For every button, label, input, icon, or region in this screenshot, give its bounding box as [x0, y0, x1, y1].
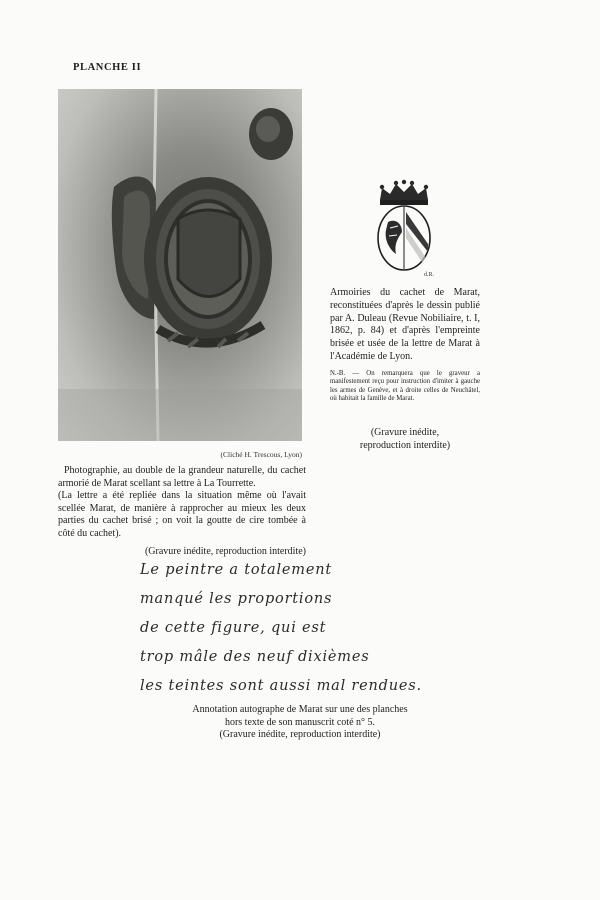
handwriting-line: trop mâle des neuf dixièmes — [140, 649, 370, 665]
photo-caption-paragraph-1: Photographie, au double de la grandeur naturelle, du cachet armorié de Marat scellant sa lettre à La Tourrette. — [58, 465, 306, 489]
photo-caption-paragraph-2: (La lettre a été repliée dans la situation même où l'avait scellée Marat, de manière à rapprocher au mieux les deux parties du cachet brisé ; on voit la goutte de cire tombée à côté du cachet). — [58, 490, 306, 539]
arms-signature: d.R. — [424, 272, 435, 278]
arms-reproduction-note — [330, 427, 480, 452]
annotation-line-2: hors texte de son manuscrit coté n° 5. — [224, 716, 376, 728]
arms-note: N.-B. — On remarquera que le graveur a manifestement reçu pour instruction d'imiter à gauche les armes de Genève, et à droite celles de Neuchâtel, où habitait la famille de Marat. — [330, 370, 480, 403]
photo-reproduction-note: (Gravure inédite, reproduction interdite) — [144, 545, 306, 557]
handwriting-line: les teintes sont aussi mal rendues. — [140, 678, 422, 694]
annotation-caption — [160, 704, 440, 742]
handwriting-line: de cette figure, qui est — [140, 620, 327, 636]
coat-of-arms-icon — [372, 178, 436, 278]
wax-seal-image — [58, 89, 302, 441]
arms-caption: Armoiries du cachet de Marat, reconstituées d'après le dessin publié par A. Duleau (Revue Nobiliaire, t. I, 1862, p. 84) et d'après l'empreinte brisée et usée de la lettre de Marat à l'Académie de Lyon. — [330, 287, 480, 362]
handwritten-annotation — [140, 562, 420, 707]
seal-photograph — [58, 89, 302, 441]
annotation-line-1: Annotation autographe de Marat sur une des planches — [192, 704, 408, 715]
photo-credit: (Cliché H. Trescous, Lyon) — [220, 450, 302, 459]
annotation-line-3: (Gravure inédite, reproduction interdite) — [219, 729, 381, 741]
photo-caption — [58, 465, 306, 558]
handwriting-line: manqué les proportions — [140, 591, 333, 607]
handwriting-line: Le peintre a totalement — [140, 562, 333, 578]
arms-reproduction-line-1: (Gravure inédite, — [370, 427, 440, 438]
plate-title: PLANCHE II — [73, 62, 142, 73]
arms-reproduction-line-2: reproduction interdite) — [359, 439, 451, 451]
coat-of-arms-illustration — [372, 178, 436, 278]
